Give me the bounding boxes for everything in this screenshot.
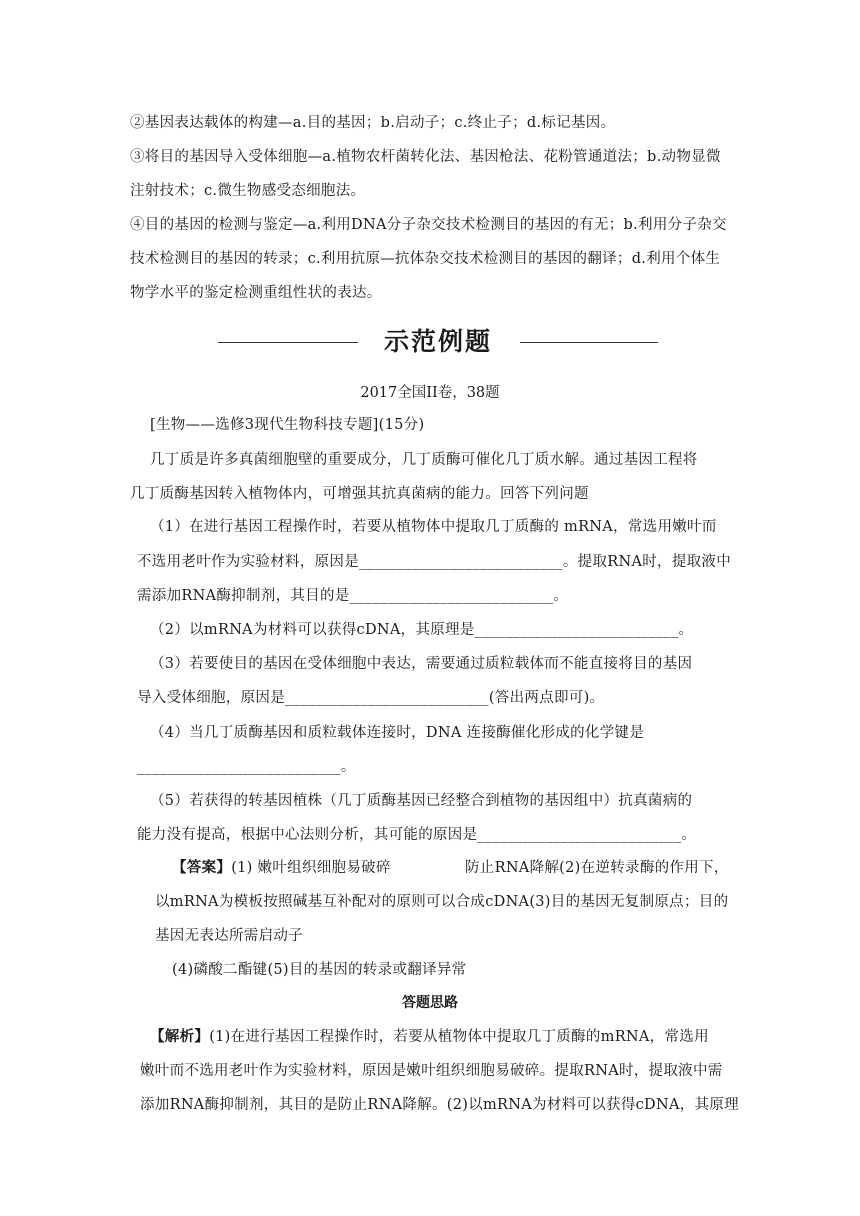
section-title: 示范例题: [384, 327, 493, 356]
background-line: 注射技术；c.微生物感受态细胞法。: [130, 183, 366, 199]
question-1-line: （1）在进行基因工程操作时，若要从植物体中提取几丁质酶的 mRNA，常选用嫩叶而: [150, 519, 717, 535]
question-1-line: 需添加RNA酶抑制剂，其目的是___________________________。: [137, 588, 569, 604]
background-line: ③将目的基因导入受体细胞—a.植物农杆菌转化法、基因枪法、花粉管通道法；b.动物显微: [130, 149, 721, 165]
question-4-line: （4）当几丁质酶基因和质粒载体连接时，DNA 连接酶催化形成的化学键是: [150, 725, 645, 741]
question-header: [生物——选修3现代生物科技专题](15分): [150, 417, 425, 433]
background-line: ④目的基因的检测与鉴定—a.利用DNA分子杂交技术检测目的基因的有无；b.利用分子杂交: [130, 217, 727, 233]
analysis-line: 添加RNA酶抑制剂，其目的是防止RNA降解。(2)以mRNA为材料可以获得cDNA，其原理: [140, 1097, 739, 1113]
question-4-line: ___________________________。: [137, 759, 356, 775]
question-1-line: 不选用老叶作为实验材料，原因是___________________________。提取RNA时，提取液中: [137, 554, 732, 570]
answer-text: 防止RNA降解(2)在逆转录酶的作用下，: [465, 860, 729, 876]
answer-text: (1) 嫩叶组织细胞易破碎: [231, 860, 391, 876]
analysis-text: (1)在进行基因工程操作时，若要从植物体中提取几丁质酶的mRNA，常选用: [209, 1029, 709, 1045]
answer-line: (4)磷酸二酯键(5)目的基因的转录或翻译异常: [172, 962, 467, 978]
answer-line: 以mRNA为模板按照碱基互补配对的原则可以合成cDNA(3)目的基因无复制原点；目的: [155, 894, 729, 910]
background-line: ②基因表达载体的构建—a.目的基因；b.启动子；c.终止子；d.标记基因。: [130, 115, 616, 131]
approach-title: 答题思路: [402, 995, 458, 1011]
answer-line: 基因无表达所需启动子: [155, 928, 303, 944]
question-5-line: 能力没有提高，根据中心法则分析，其可能的原因是___________________________。: [137, 827, 697, 843]
answer-line: [172, 858, 391, 878]
question-stem-line: 几丁质酶基因转入植物体内，可增强其抗真菌病的能力。回答下列问题: [130, 486, 589, 502]
question-3-line: （3）若要使目的基因在受体细胞中表达，需要通过质粒载体而不能直接将目的基因: [150, 656, 693, 672]
answer-label: 【答案】: [172, 860, 232, 876]
question-5-line: （5）若获得的转基因植株（几丁质酶基因已经整合到植物的基因组中）抗真菌病的: [150, 793, 693, 809]
question-source: 2017全国II卷，38题: [360, 385, 500, 401]
background-line: 技术检测目的基因的转录；c.利用抗原—抗体杂交技术检测目的基因的翻译；d.利用个体生: [130, 251, 721, 267]
background-line: 物学水平的鉴定检测重组性状的表达。: [130, 285, 382, 301]
heading-rule-right: [520, 342, 658, 343]
analysis-line: [150, 1027, 709, 1047]
question-2-line: （2）以mRNA为材料可以获得cDNA，其原理是___________________________。: [150, 622, 694, 638]
analysis-label: 【解析】: [150, 1029, 210, 1045]
heading-rule-left: [218, 342, 358, 343]
analysis-line: 嫩叶而不选用老叶作为实验材料，原因是嫩叶组织细胞易破碎。提取RNA时，提取液中需: [140, 1063, 723, 1079]
question-stem-line: 几丁质是许多真菌细胞壁的重要成分，几丁质酶可催化几丁质水解。通过基因工程将: [150, 452, 698, 468]
question-3-line: 导入受体细胞，原因是___________________________(答出两点即可)。: [137, 690, 605, 706]
